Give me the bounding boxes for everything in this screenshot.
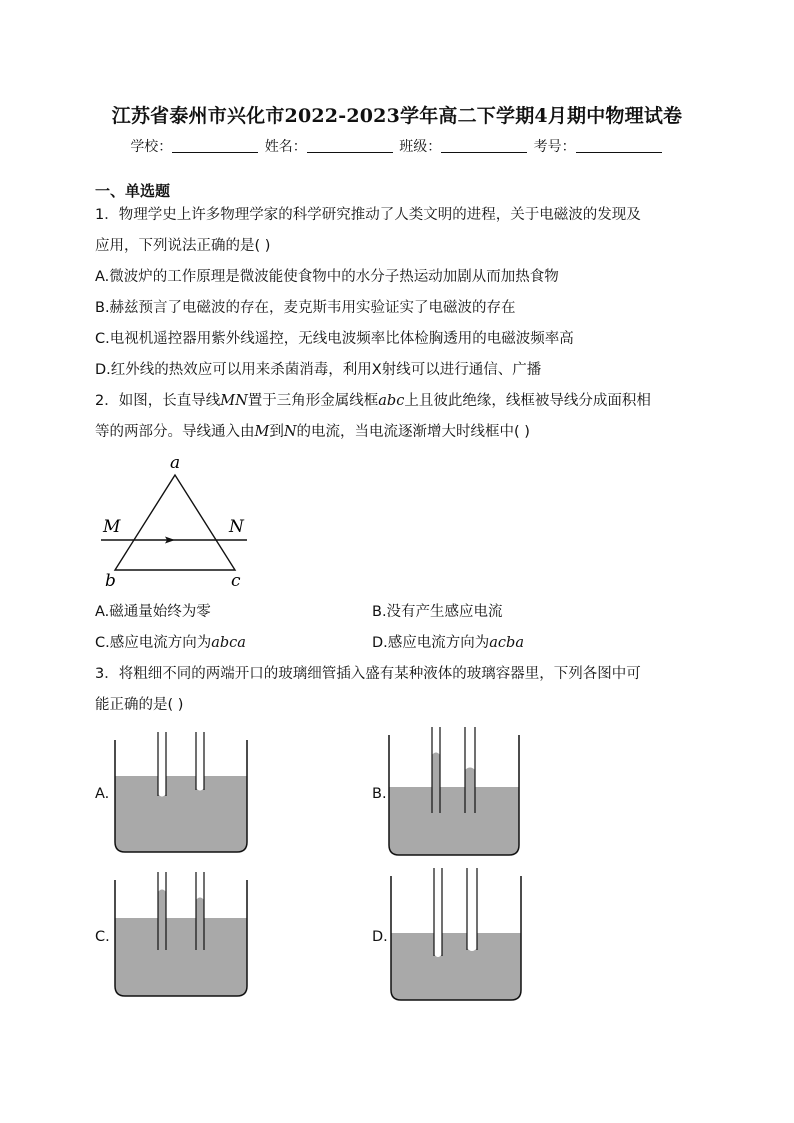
q1-stem-line2: 应用，下列说法正确的是( ) (95, 238, 271, 254)
q2-text: 的电流，当电流逐渐增大时线框中( ) (296, 424, 530, 440)
label-a: a (170, 453, 181, 473)
q3-option-b-label[interactable]: B. (372, 786, 387, 802)
q1-option-c[interactable]: C.电视机遥控器用紫外线遥控，无线电波频率比体检胸透用的电磁波频率高 (95, 331, 574, 347)
liquid (115, 776, 247, 852)
q2-text: 上且彼此绝缘，线框被导线分成面积相 (404, 393, 651, 409)
q2-var-m: M (254, 424, 270, 440)
q3-figure-b[interactable] (386, 725, 526, 860)
q2-option-d-var: acba (489, 635, 524, 651)
label-b: b (105, 571, 116, 591)
q3-stem-line1: 3．将粗细不同的两端开口的玻璃细管插入盛有某种液体的玻璃容器里，下列各图中可 (95, 666, 641, 682)
q3-option-c-label[interactable]: C. (95, 929, 110, 945)
liquid (389, 753, 519, 856)
q3-stem-line2: 能正确的是( ) (95, 697, 184, 713)
name-blank[interactable] (307, 138, 393, 153)
q1-option-a[interactable]: A.微波炉的工作原理是微波能使食物中的水分子热运动加剧从而加热食物 (95, 269, 559, 285)
q2-text: 到 (269, 424, 284, 440)
name-label: 姓名： (264, 139, 307, 155)
exam-title: 江苏省泰州市兴化市2022-2023学年高二下学期4月期中物理试卷 (111, 105, 683, 127)
q2-option-a[interactable]: A.磁通量始终为零 (95, 604, 211, 620)
label-c: c (231, 571, 241, 591)
q3-option-a-label[interactable]: A. (95, 786, 110, 802)
q1-option-d[interactable]: D.红外线的热效应可以用来杀菌消毒，利用X射线可以进行通信、广播 (95, 362, 542, 378)
q2-option-c-text: C.感应电流方向为 (95, 635, 212, 651)
class-blank[interactable] (441, 138, 527, 153)
q2-text: 2．如图，长直导线 (95, 393, 221, 409)
q2-option-d[interactable] (372, 633, 524, 653)
label-n: N (229, 517, 244, 537)
q2-triangle-figure (95, 450, 265, 595)
q2-var-n: N (283, 424, 297, 440)
q1-stem-line1: 1．物理学史上许多物理学家的科学研究推动了人类文明的进程，关于电磁波的发现及 (95, 207, 641, 223)
q2-option-c-var: abca (211, 635, 246, 651)
q2-option-c[interactable] (95, 633, 246, 653)
q2-text: 置于三角形金属线框 (247, 393, 379, 409)
school-blank[interactable] (172, 138, 258, 153)
q2-var-mn: MN (220, 393, 248, 409)
q2-text: 等的两部分。导线通入由 (95, 424, 255, 440)
q1-option-b[interactable]: B.赫兹预言了电磁波的存在，麦克斯韦用实验证实了电磁波的存在 (95, 300, 516, 316)
q2-var-abc: abc (378, 393, 405, 409)
liquid (391, 933, 521, 1000)
q2-option-d-text: D.感应电流方向为 (372, 635, 490, 651)
number-label: 考号： (533, 139, 576, 155)
class-label: 班级： (399, 139, 442, 155)
q3-option-d-label[interactable]: D. (372, 929, 388, 945)
label-m: M (103, 517, 121, 537)
metal-frame-triangle (115, 475, 235, 570)
q2-option-b[interactable]: B.没有产生感应电流 (372, 604, 503, 620)
q2-stem-line2 (95, 422, 530, 442)
number-blank[interactable] (576, 138, 662, 153)
student-info-line (0, 136, 794, 156)
q2-stem-line1 (95, 391, 651, 411)
q3-figure-c[interactable] (112, 870, 252, 1000)
liquid (115, 890, 247, 997)
section-heading: 一、单选题 (95, 182, 171, 200)
school-label: 学校： (130, 139, 173, 155)
q3-figure-d[interactable] (388, 866, 528, 1006)
q3-figure-a[interactable] (112, 730, 252, 855)
